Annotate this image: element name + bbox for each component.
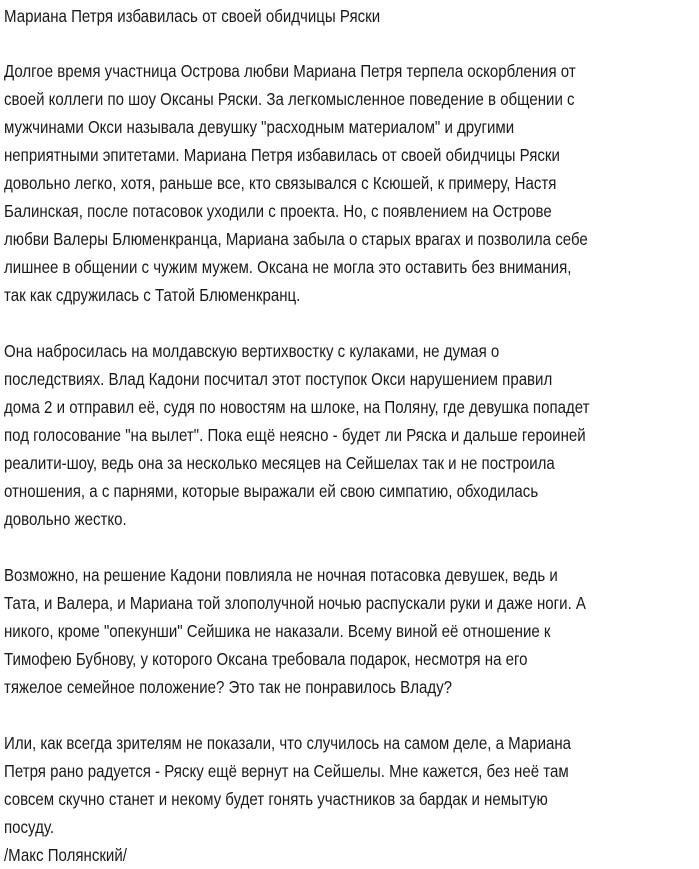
text-line: лишнее в общении с чужим мужем. Оксана не могла это оставить без внимания, <box>4 257 572 277</box>
text-line: последствиях. Влад Кадони посчитал этот поступок Окси нарушением правил <box>4 369 553 389</box>
text-line: довольно жестко. <box>4 509 127 529</box>
text-line: довольно легко, хотя, раньше все, кто связывался с Ксюшей, к примеру, Настя <box>4 173 557 193</box>
text-line: под голосование "на вылет". Пока ещё неясно - будет ли Ряска и дальше героиней <box>4 425 586 445</box>
spacer <box>4 309 658 337</box>
spacer <box>4 533 658 561</box>
spacer <box>4 701 658 729</box>
spacer <box>4 30 658 57</box>
text-line: отношения, а с парнями, которые выражали ей свою симпатию, обходилась <box>4 481 539 501</box>
paragraph-4 <box>4 729 658 841</box>
text-line: совсем скучно станет и некому будет гонять участников за бардак и немытую <box>4 789 548 809</box>
paragraph-1 <box>4 57 658 309</box>
paragraph-2 <box>4 337 658 533</box>
text-line: Она набросилась на молдавскую вертихвостку с кулаками, не думая о <box>4 341 500 361</box>
article-title: Мариана Петря избавилась от своей обидчицы Ряски <box>4 6 381 26</box>
paragraph-3 <box>4 561 658 701</box>
text-line: никого, кроме "опекунши" Сейшика не наказали. Всему виной её отношение к <box>4 621 551 641</box>
text-line: так как сдружилась с Татой Блюменкранц. <box>4 285 301 305</box>
text-line: неприятными эпитетами. Мариана Петря избавилась от своей обидчицы Ряски <box>4 145 560 165</box>
text-line: Балинская, после потасовок уходили с проекта. Но, с появлением на Острове <box>4 201 552 221</box>
text-line: Долгое время участница Острова любви Мариана Петря терпела оскорбления от <box>4 61 576 81</box>
text-line: своей коллеги по шоу Оксаны Ряски. За легкомысленное поведение в общении с <box>4 89 575 109</box>
text-line: тяжелое семейное положение? Это так не понравилось Владу? <box>4 677 453 697</box>
text-line: дома 2 и отправил её, судя по новостям на шлоке, на Поляну, где девушка попадет <box>4 397 590 417</box>
text-line: посуду. <box>4 817 55 837</box>
author-signature: /Макс Полянский/ <box>4 845 127 865</box>
text-line: мужчинами Окси называла девушку "расходным материалом" и другими <box>4 117 515 137</box>
text-line: Петря рано радуется - Ряску ещё вернут на Сейшелы. Мне кажется, без неё там <box>4 761 569 781</box>
text-line: Тимофею Бубнову, у которого Оксана требовала подарок, несмотря на его <box>4 649 528 669</box>
text-line: Или, как всегда зрителям не показали, что случилось на самом деле, а Мариана <box>4 733 572 753</box>
text-line: любви Валеры Блюменкранца, Мариана забыла о старых врагах и позволила себе <box>4 229 588 249</box>
text-line: Тата, и Валера, и Мариана той злополучной ночью распускали руки и даже ноги. А <box>4 593 586 613</box>
text-line: реалити-шоу, ведь она за несколько месяцев на Сейшелах так и не построила <box>4 453 555 473</box>
article <box>4 0 658 869</box>
text-line: Возможно, на решение Кадони повлияла не ночная потасовка девушек, ведь и <box>4 565 558 585</box>
